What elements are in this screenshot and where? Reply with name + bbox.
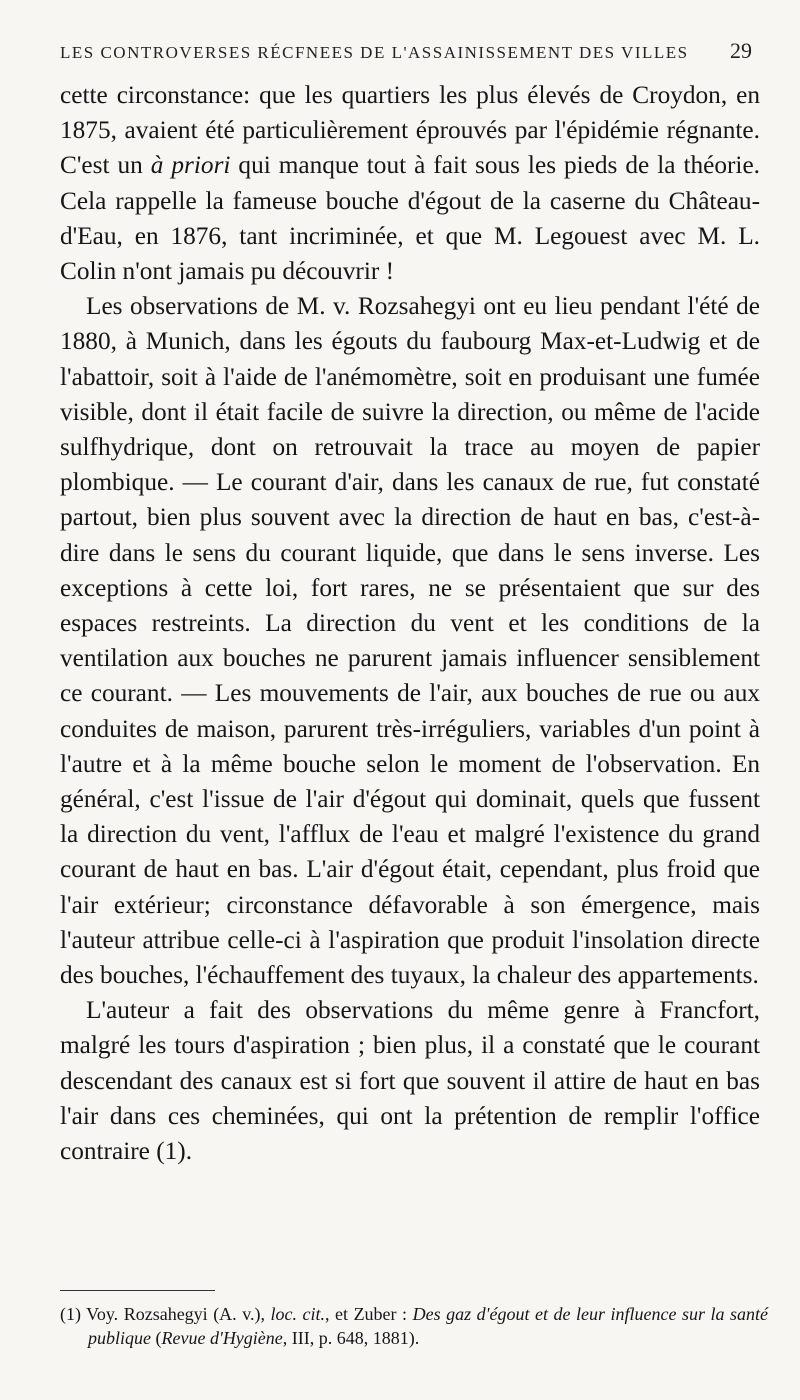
paragraph-1-italic: à priori (150, 151, 231, 180)
running-header (60, 38, 752, 64)
page-number: 29 (730, 38, 752, 63)
footnote-citation: , III, p. 648, 1881). (282, 1328, 420, 1348)
footnote-journal: Revue d'Hygiène (161, 1328, 283, 1348)
paragraph-1 (60, 78, 760, 289)
footnote-text-c: , et Zuber : (325, 1304, 413, 1324)
footnote (60, 1302, 768, 1350)
paragraph-1-text-a: cette circonstance: que les quartiers les plus élevés de Croydon, en 1875, avaient été particulièrement éprouvés par l'épidémie régnante. C'est un (60, 81, 760, 180)
paragraph-1-text-c: qui manque tout à fait sous les pieds de la théorie. Cela rappelle la fameuse bouche d'égout de la caserne du Château-d'Eau, en 1876, tant incriminée, et que M. Legouest avec M. L. Colin n'ont jamais pu découvrir ! (60, 151, 761, 286)
paragraph-3: L'auteur a fait des observations du même genre à Francfort, malgré les tours d'aspiration ; bien plus, il a constaté que le courant descendant des canaux est si fort que souvent il attire de haut en bas l'air dans ces cheminées, qui ont la prétention de remplir l'office contraire (1). (60, 996, 760, 1166)
footnote-text-e: ( (151, 1328, 162, 1348)
main-text (60, 78, 760, 1169)
paragraph-2: Les observations de M. v. Rozsahegyi ont eu lieu pendant l'été de 1880, à Munich, dans les égouts du faubourg Max-et-Ludwig et de l'abattoir, soit à l'aide de l'anémomètre, soit en produisant une fumée visible, dont il était facile de suivre la direction, ou même de l'acide sulfhydrique, dont on retrouvait la trace au moyen de papier plombique. — Le courant d'air, dans les canaux de rue, fut constaté partout, bien plus souvent avec la direction de haut en bas, c'est-à-dire dans le sens du courant liquide, que dans le sens inverse. Les exceptions à cette loi, fort rares, ne se présentaient que sur des espaces restreints. La direction du vent et les conditions de la ventilation aux bouches ne parurent jamais influencer sensiblement ce courant. — Les mouvements de l'air, aux bouches de rue ou aux conduites de maison, parurent très-irréguliers, variables d'un point à l'autre et à la même bouche selon le moment de l'observation. En général, c'est l'issue de l'air d'égout qui dominait, quels que fussent la direction du vent, l'afflux de l'eau et malgré l'existence du grand courant de haut en bas. L'air d'égout était, cependant, plus froid que l'air extérieur; circonstance défavorable à son émergence, mais l'auteur attribue celle-ci à l'aspiration que produit l'insolation directe des bouches, l'échauffement des tuyaux, la chaleur des appartements. (60, 292, 760, 990)
running-title: LES CONTROVERSES RÉCFNEES DE L'ASSAINISSEMENT DES VILLES (60, 43, 689, 62)
footnote-article-title: Des gaz d'égout et de leur influence sur la santé publique (88, 1304, 768, 1348)
footnote-loc-cit: loc. cit. (270, 1304, 326, 1324)
footnote-rule (60, 1290, 215, 1291)
footnote-ref: (1) Voy. Rozsahegyi (A. v.), (60, 1304, 271, 1324)
